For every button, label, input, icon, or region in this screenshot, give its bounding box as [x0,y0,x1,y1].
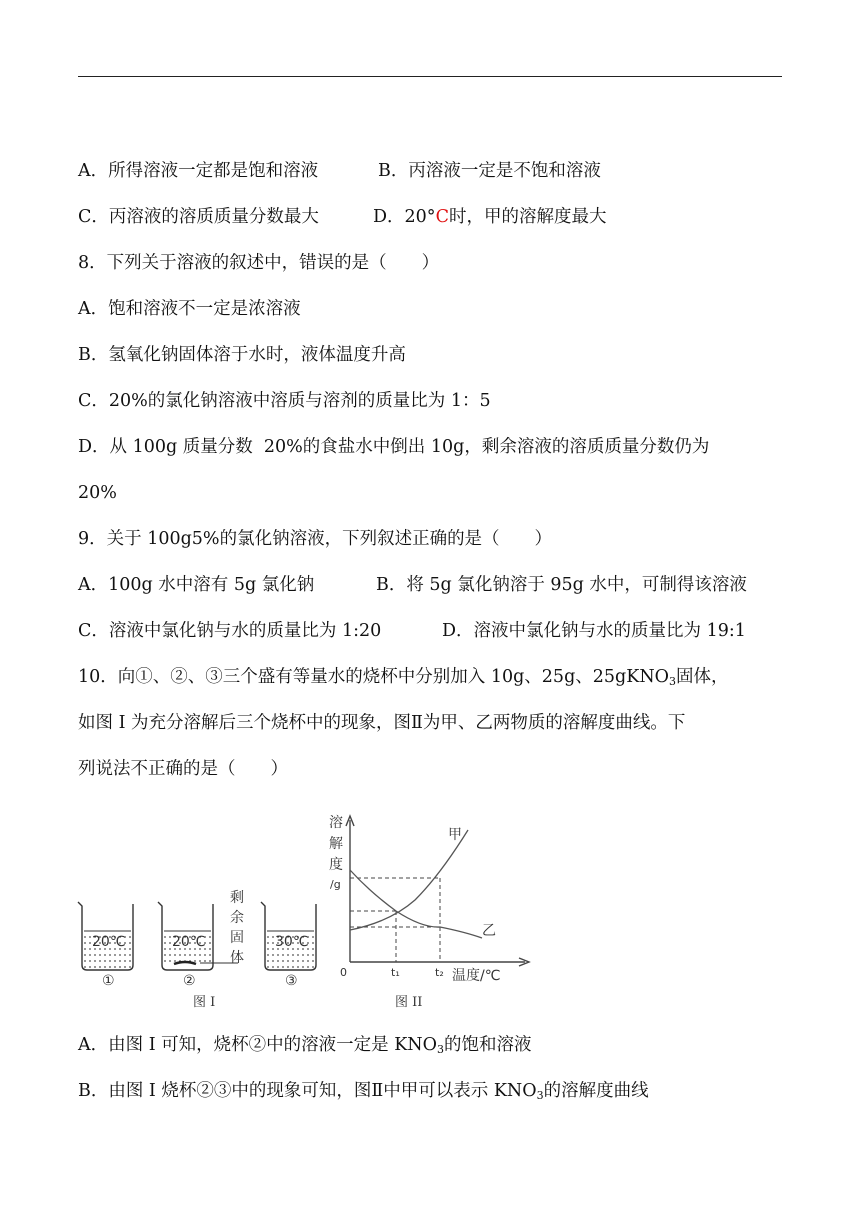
xlabel: 温度/℃ [452,968,501,984]
curve-yi-label: 乙 [482,923,496,939]
ylabel-unit: /g [330,878,341,891]
q9-stem: 9．关于 100g5%的氯化钠溶液，下列叙述正确的是（ ） [78,529,553,549]
ylabel-char-2: 解 [329,836,343,852]
q10-option-a [78,1037,531,1055]
curve-jia [350,827,468,930]
q7-option-b: B．丙溶液一定是不饱和溶液 [378,161,601,181]
q8-option-a: A．饱和溶液不一定是浓溶液 [78,299,301,319]
figure-area [70,800,540,1020]
q9-option-c: C．溶液中氯化钠与水的质量比为 1:20 [78,621,382,641]
q8-option-b: B．氢氧化钠固体溶于水时，液体温度升高 [78,345,406,365]
header-rule [78,76,782,77]
ylabel-char-1: 溶 [329,815,343,831]
q10-stem-line3: 列说法不正确的是（ ） [78,759,288,779]
curve-yi [350,870,482,938]
ylabel-char-3: 度 [329,857,343,873]
beaker-3-temp: 30℃ [275,934,309,950]
q10-option-b-end: 的溶解度曲线 [543,1081,649,1101]
beaker-2-temp: 20℃ [172,934,206,950]
q9-option-a: A．100g 水中溶有 5g 氯化钠 [78,575,315,595]
q8-option-c: C．20%的氯化钠溶液中溶质与溶剂的质量比为 1：5 [78,391,491,411]
q10-stem-line1-text: 10．向①、②、③三个盛有等量水的烧杯中分别加入 10g、25g、25gKNO [78,667,669,687]
q7-option-c: C．丙溶液的溶质质量分数最大 [78,207,319,227]
q10-stem-line1 [78,669,728,687]
tick-t2: t₂ [435,966,444,979]
q8-option-d-line2: 20% [78,483,117,503]
q7-option-d-prefix: D．20° [373,207,436,227]
beaker-3-label: ③ [285,973,298,989]
q9-option-b: B．将 5g 氯化钠溶于 95g 水中，可制得该溶液 [376,575,747,595]
q7-option-a: A．所得溶液一定都是饱和溶液 [78,161,319,181]
q7-option-d-unit: C [435,207,449,227]
q10-stem-line1-end: 固体， [675,667,729,687]
q10-stem-line2: 如图 I 为充分溶解后三个烧杯中的现象，图Ⅱ为甲、乙两物质的溶解度曲线。下 [78,713,686,733]
q10-option-a-text: A．由图 I 可知，烧杯②中的溶液一定是 KNO [78,1035,437,1055]
graph-axes [346,816,529,966]
q7-option-d [373,209,606,227]
q8-option-d-line1: D．从 100g 质量分数 20%的食盐水中倒出 10g，剩余溶液的溶质质量分数仍为 [78,437,710,457]
figure-1-caption: 图 I [193,995,216,1010]
q10-option-a-subscript: 3 [436,1043,444,1056]
graph-guides [350,878,440,962]
axis-origin: 0 [340,966,347,979]
q10-stem-subscript: 3 [668,675,676,688]
beaker-1-temp: 20℃ [92,934,126,950]
q9-option-d: D．溶液中氯化钠与水的质量比为 19:1 [442,621,746,641]
tick-t1: t₁ [391,966,400,979]
beaker-1-label: ① [102,973,115,989]
curve-jia-label: 甲 [448,827,462,843]
figure-2-caption: 图 II [395,995,423,1010]
residue-label: 剩余固体 [230,890,244,966]
figure-drawing [70,800,540,1020]
q10-option-a-end: 的饱和溶液 [443,1035,532,1055]
beaker-2-label: ② [183,973,196,989]
q10-option-b-subscript: 3 [536,1089,544,1102]
q10-option-b-text: B．由图 I 烧杯②③中的现象可知，图Ⅱ中甲可以表示 KNO [78,1081,537,1101]
q8-stem: 8．下列关于溶液的叙述中，错误的是（ ） [78,253,440,273]
q7-option-d-suffix: 时，甲的溶解度最大 [448,207,607,227]
q10-option-b [78,1083,649,1101]
